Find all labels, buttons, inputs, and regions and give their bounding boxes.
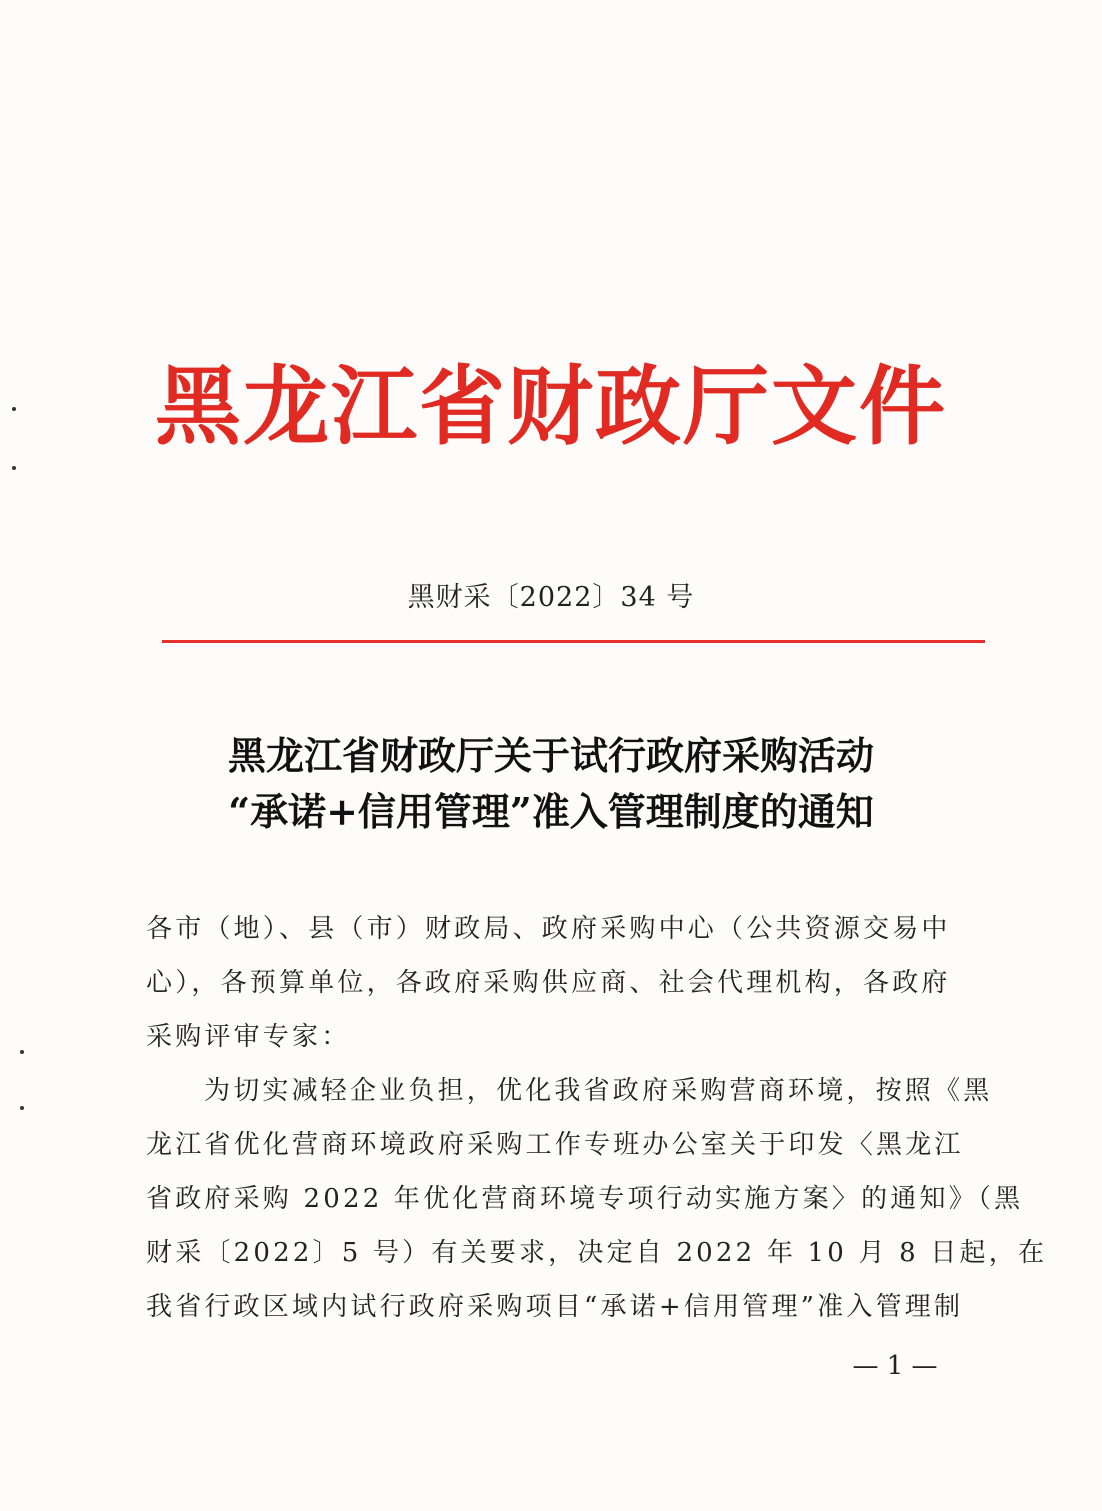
document-number: 黑财采〔2022〕34 号 bbox=[407, 582, 695, 613]
recipients-line-2: 心），各预算单位，各政府采购供应商、社会代理机构，各政府 bbox=[146, 968, 951, 998]
paragraph-line-5: 我省行政区域内试行政府采购项目“承诺+信用管理”准入管理制 bbox=[146, 1292, 964, 1322]
document-header-title: 黑龙江省财政厅文件 bbox=[155, 356, 947, 457]
notice-body bbox=[146, 902, 1048, 1334]
scan-speck bbox=[12, 466, 16, 470]
recipients-line-1: 各市（地）、县（市）财政局、政府采购中心（公共资源交易中 bbox=[146, 914, 951, 944]
recipients-line-3: 采购评审专家： bbox=[146, 1022, 351, 1052]
page-number: — 1 — bbox=[852, 1351, 938, 1381]
notice-title-line-1: 黑龙江省财政厅关于试行政府采购活动 bbox=[227, 733, 874, 778]
paragraph-line-4: 财采〔2022〕5 号）有关要求，决定自 2022 年 10 月 8 日起，在 bbox=[146, 1238, 1048, 1268]
notice-title-line-2: “承诺+信用管理”准入管理制度的通知 bbox=[228, 789, 874, 834]
scan-speck bbox=[20, 1050, 24, 1054]
scan-speck bbox=[20, 1106, 24, 1110]
red-divider-line bbox=[162, 640, 985, 643]
paragraph-line-3: 省政府采购 2022 年优化营商环境专项行动实施方案〉的通知》（黑 bbox=[146, 1184, 1024, 1214]
scan-speck bbox=[12, 407, 16, 411]
paragraph-line-2: 龙江省优化营商环境政府采购工作专班办公室关于印发〈黑龙江 bbox=[146, 1130, 964, 1160]
notice-title bbox=[120, 728, 982, 840]
paragraph-line-1: 为切实减轻企业负担，优化我省政府采购营商环境，按照《黑 bbox=[204, 1076, 993, 1106]
